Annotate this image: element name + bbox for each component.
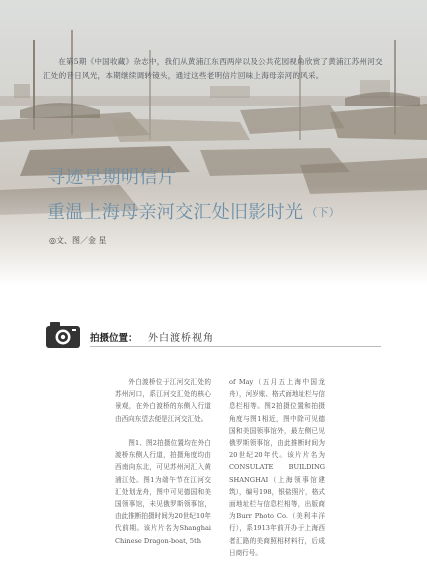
article-part-label: （下） bbox=[306, 206, 341, 219]
section-divider bbox=[90, 346, 381, 347]
section-subtitle: 外白渡桥视角 bbox=[148, 333, 214, 344]
body-paragraph: of May（五月五上海中国龙舟），河岁账、格式面地址栏与信息栏相等。图2拍摄位置和拍摄角度与图1相近，图中除可见德国和美国领事馆外，最左侧已见俄罗斯领事馆，由此推断时间为20世纪20年代。该片片名为CONSULATE BUILDING SHANGHAI（上海领事馆建筑），编号198，银盐照片，格式面地址栏与信息栏相等，出版商为Burr Photo Co.（美利丰洋行），系1913年前开办于上海西者汇路的美商照相材料行，后成日商行号。 bbox=[229, 378, 325, 557]
camera-icon bbox=[46, 322, 80, 348]
article-title-main: 重温上海母亲河交汇处旧影时光 bbox=[47, 202, 304, 223]
article-title-line1: 寻迹早期明信片 bbox=[47, 167, 177, 188]
body-column-left bbox=[115, 376, 211, 559]
body-paragraph: 外白渡桥位于江河交汇处的苏州河口，系江河交汇处的核心景观，在外白渡桥的东侧入行道由西向东望去便是江河交汇处。 bbox=[115, 378, 211, 423]
author-byline: ◎文、图／金 星 bbox=[49, 236, 107, 245]
section-label: 拍摄位置： bbox=[90, 333, 138, 344]
article-title-line2 bbox=[47, 198, 340, 224]
body-column-right bbox=[229, 376, 325, 571]
body-paragraph: 图1、图2拍摄位置均在外白渡桥东侧人行道，拍摄角度均由西南向东北，可见苏州河汇入黄浦江处。图1为端午节在江河交汇处划龙舟，图中可见德国和美国领事馆，未见俄罗斯领事馆，由此推断拍摄时间为20世纪10年代前期。该片片名为Shanghai Chinese Dragon-boat, 5th bbox=[115, 439, 211, 545]
intro-paragraph: 在第5期《中国收藏》杂志中，我们从黄浦江东西两岸以及公共花园视角欣赏了黄浦江苏州河交汇处的昔日风光，本期继续调转镜头，通过这些老明信片回味上海母亲河的风采。 bbox=[43, 57, 383, 80]
section-header bbox=[46, 322, 381, 350]
